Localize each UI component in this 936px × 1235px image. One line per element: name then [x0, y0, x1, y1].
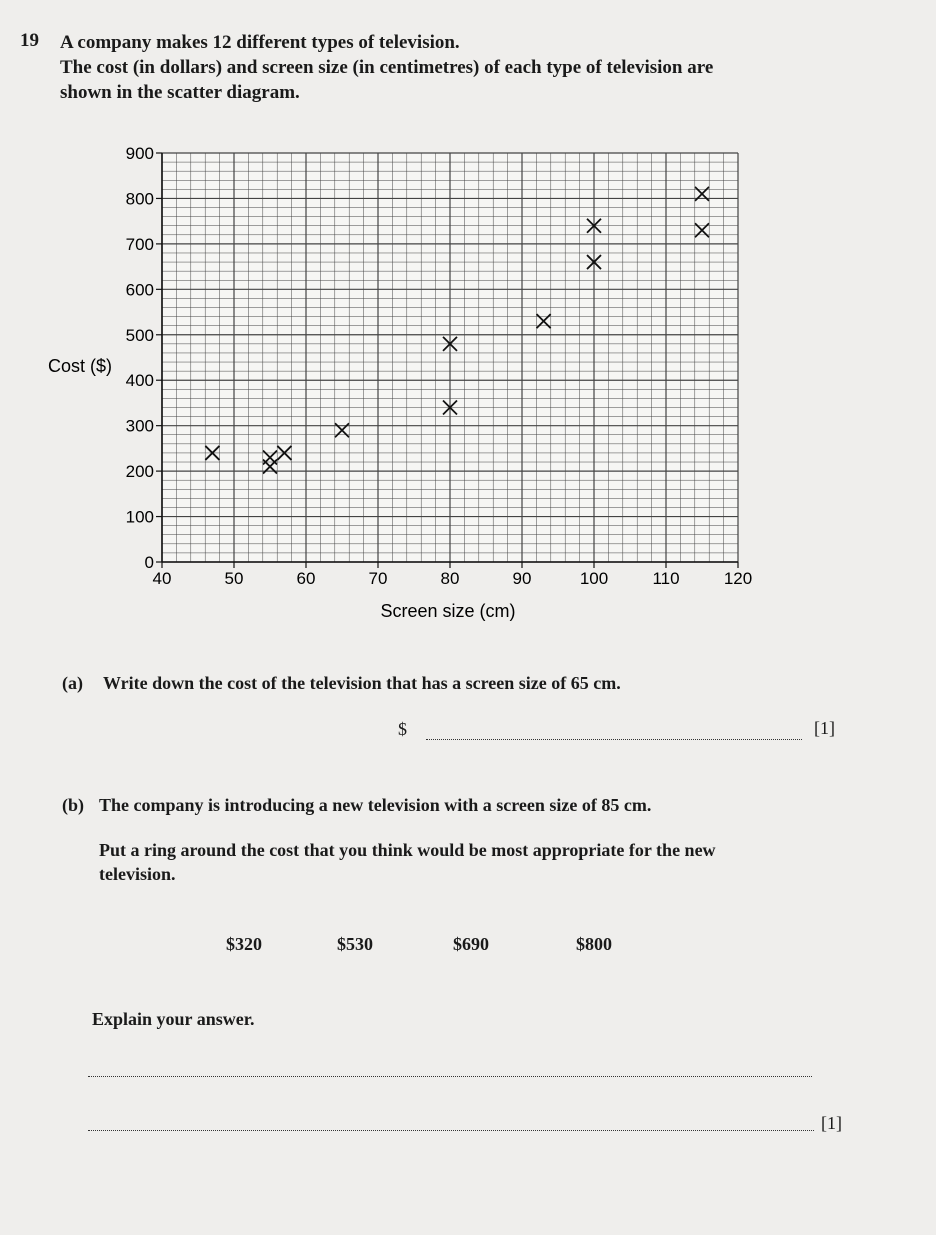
part-b-label: (b) [62, 795, 84, 815]
x-tick-label: 120 [723, 569, 753, 588]
y-tick-label: 500 [125, 325, 154, 345]
part-a-answer-line[interactable] [426, 739, 802, 740]
part-a-text: Write down the cost of the television that has a screen size of 65 cm. [103, 673, 621, 693]
y-tick-label: 100 [125, 507, 154, 527]
explain-line-1[interactable] [88, 1076, 812, 1077]
intro-line-3: shown in the scatter diagram. [60, 82, 300, 103]
x-tick-label: 90 [512, 569, 532, 588]
y-tick-label: 900 [125, 144, 154, 163]
x-tick-label: 80 [440, 569, 460, 588]
part-a-marks: [1] [814, 718, 835, 738]
y-tick-label: 0 [144, 553, 154, 572]
x-tick-label: 40 [152, 569, 172, 588]
part-a-dollar: $ [398, 719, 407, 739]
x-tick-label: 70 [368, 569, 388, 588]
question-number: 19 [20, 30, 39, 51]
x-tick-label: 100 [579, 569, 609, 588]
chart-grid [162, 153, 738, 562]
x-axis-label: Screen size (cm) [380, 601, 516, 621]
y-tick-label: 600 [125, 280, 154, 300]
part-b-text-3: television. [99, 864, 176, 884]
y-tick-label: 800 [125, 189, 154, 209]
explain-line-2[interactable] [88, 1130, 814, 1131]
y-tick-label: 700 [125, 234, 154, 254]
part-a-label: (a) [62, 673, 83, 693]
x-tick-label: 110 [652, 569, 680, 588]
part-b-marks: [1] [821, 1113, 842, 1133]
part-b-text-1: The company is introducing a new television with a screen size of 85 cm. [99, 795, 652, 815]
cost-option-4[interactable]: $800 [576, 934, 612, 954]
y-tick-label: 400 [125, 371, 154, 391]
intro-line-1: A company makes 12 different types of television. [60, 32, 460, 53]
y-tick-label: 200 [125, 462, 154, 482]
cost-option-1[interactable]: $320 [226, 934, 262, 954]
intro-line-2: The cost (in dollars) and screen size (in centimetres) of each type of television are [60, 57, 714, 78]
y-axis-label: Cost ($) [48, 356, 113, 376]
explain-prompt: Explain your answer. [92, 1009, 255, 1029]
x-tick-label: 60 [296, 569, 316, 588]
cost-option-2[interactable]: $530 [337, 934, 373, 954]
x-tick-label: 50 [224, 569, 244, 588]
part-b-text-2: Put a ring around the cost that you think would be most appropriate for the new [99, 840, 716, 860]
cost-option-3[interactable]: $690 [453, 934, 489, 954]
y-tick-label: 300 [125, 416, 154, 436]
